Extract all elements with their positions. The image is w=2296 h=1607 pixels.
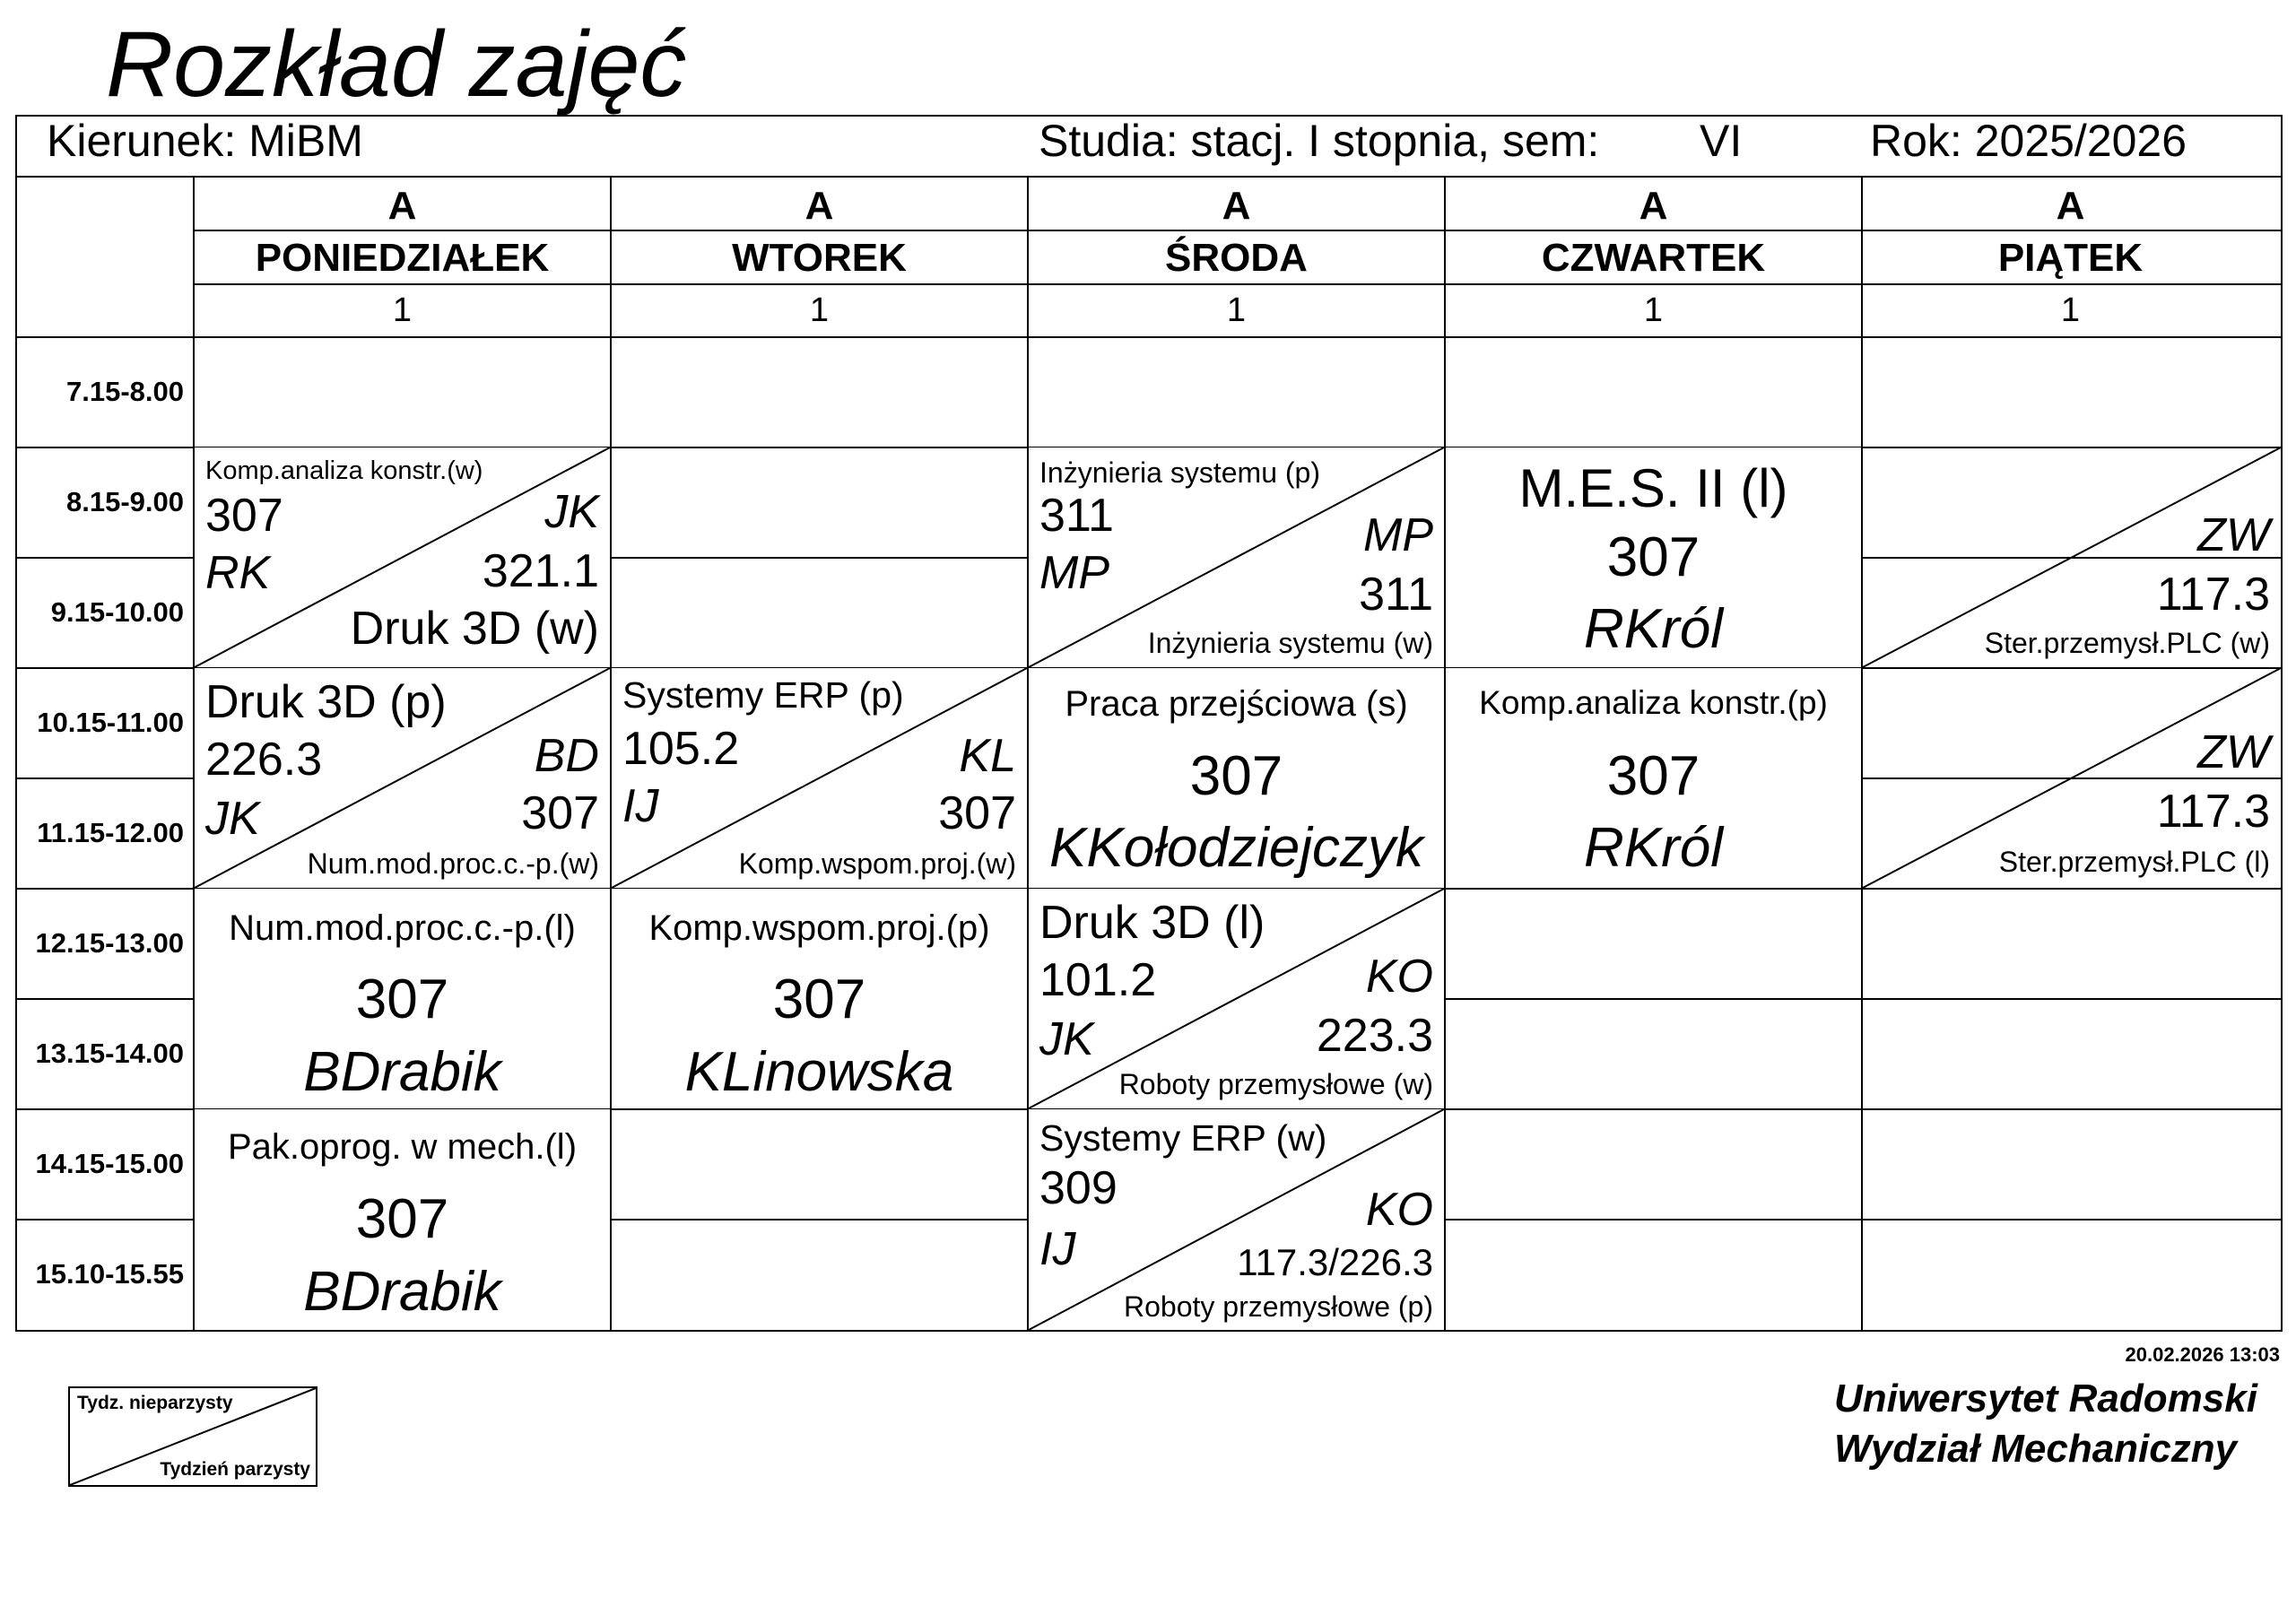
faculty-name: Wydział Mechaniczny	[1834, 1427, 2238, 1471]
class-room: 307	[1189, 745, 1283, 807]
class-block-split[interactable]	[1863, 447, 2281, 667]
class-subject: Komp.wspom.proj.(p)	[648, 908, 990, 948]
day-group: A	[1222, 184, 1251, 228]
even-week-subject: Komp.wspom.proj.(w)	[738, 847, 1016, 880]
odd-week-subject: Systemy ERP (w)	[1039, 1117, 1327, 1159]
day-group: A	[1639, 184, 1668, 228]
even-week-room: 321.1	[482, 545, 599, 597]
class-block-split[interactable]	[1029, 889, 1444, 1108]
odd-week-room: 105.2	[622, 723, 740, 775]
class-teacher: BDrabik	[303, 1041, 501, 1103]
day-sub: 1	[1226, 291, 1247, 329]
even-week-teacher: JK	[1039, 1013, 1094, 1065]
time-slot: 12.15-13.00	[35, 927, 184, 959]
legend-odd-week: Tydz. nieparzysty	[77, 1393, 233, 1413]
legend-even-week: Tydzień parzysty	[160, 1459, 310, 1480]
even-week-teacher: RK	[205, 547, 271, 599]
day-group: A	[387, 184, 417, 228]
kierunek-label: Kierunek: MiBM	[47, 116, 363, 166]
class-subject: M.E.S. II (l)	[1518, 458, 1788, 518]
class-teacher: RKról	[1583, 598, 1724, 660]
day-name: WTOREK	[732, 236, 907, 280]
class-room: 307	[1606, 745, 1700, 807]
class-block[interactable]	[195, 889, 610, 1108]
odd-week-teacher: BD	[534, 730, 599, 782]
even-week-subject: Roboty przemysłowe (p)	[1124, 1290, 1433, 1323]
even-week-teacher: ZW	[2197, 726, 2270, 778]
even-week-teacher: JK	[205, 793, 260, 845]
even-week-subject: Inżynieria systemu (w)	[1147, 627, 1433, 659]
day-name: PONIEDZIAŁEK	[255, 236, 550, 280]
even-week-subject: Num.mod.proc.c.-p.(w)	[307, 847, 599, 880]
class-block[interactable]	[1446, 447, 1861, 667]
odd-week-subject: Komp.analiza konstr.(w)	[205, 456, 483, 485]
even-week-teacher: IJ	[622, 780, 659, 832]
odd-week-room: 101.2	[1039, 954, 1157, 1006]
even-week-room: 307	[938, 787, 1016, 839]
class-subject: Num.mod.proc.c.-p.(l)	[229, 908, 576, 948]
even-week-room: 223.3	[1316, 1010, 1433, 1062]
day-sub: 1	[809, 291, 830, 329]
even-week-subject: Ster.przemysł.PLC (w)	[1984, 627, 2270, 659]
class-teacher: KLinowska	[684, 1041, 954, 1103]
class-room: 307	[772, 969, 866, 1030]
class-block-split[interactable]	[1029, 447, 1444, 667]
odd-week-teacher: KO	[1365, 951, 1433, 1003]
class-block-split[interactable]	[612, 668, 1027, 888]
time-slot: 14.15-15.00	[35, 1148, 184, 1179]
time-slot: 7.15-8.00	[66, 376, 184, 407]
even-week-subject: Druk 3D (w)	[350, 603, 599, 655]
day-group: A	[2056, 184, 2085, 228]
class-block[interactable]	[195, 1109, 610, 1330]
odd-week-subject: Systemy ERP (p)	[622, 674, 904, 716]
even-week-teacher: MP	[1039, 547, 1109, 599]
even-week-teacher: ZW	[2197, 509, 2270, 561]
class-block-split[interactable]	[1029, 1109, 1444, 1330]
day-name: ŚRODA	[1165, 236, 1308, 280]
class-subject: Komp.analiza konstr.(p)	[1479, 684, 1828, 721]
time-slot: 8.15-9.00	[66, 486, 184, 517]
odd-week-teacher: KL	[959, 730, 1016, 782]
class-room: 307	[1606, 526, 1700, 588]
class-block-split[interactable]	[195, 668, 610, 888]
class-block[interactable]	[612, 889, 1027, 1108]
class-subject: Praca przejściowa (s)	[1065, 684, 1408, 724]
time-slot: 13.15-14.00	[35, 1038, 184, 1069]
day-name: PIĄTEK	[1997, 236, 2144, 280]
class-room: 307	[355, 1188, 449, 1250]
odd-week-room: 309	[1039, 1162, 1118, 1214]
even-week-room: 117.3/226.3	[1237, 1241, 1433, 1283]
day-sub: 1	[2060, 291, 2081, 329]
time-slot: 15.10-15.55	[35, 1258, 184, 1290]
class-block-split[interactable]	[1863, 668, 2281, 888]
class-teacher: RKról	[1583, 817, 1724, 879]
day-sub: 1	[1643, 291, 1664, 329]
even-week-room: 307	[521, 787, 599, 839]
even-week-subject: Roboty przemysłowe (w)	[1118, 1068, 1433, 1100]
time-slot: 11.15-12.00	[37, 817, 184, 848]
timestamp: 20.02.2026 13:03	[2125, 1343, 2280, 1366]
class-block[interactable]	[1029, 668, 1444, 888]
odd-week-room: 226.3	[205, 734, 323, 786]
day-sub: 1	[392, 291, 413, 329]
class-subject: Pak.oprog. w mech.(l)	[227, 1127, 578, 1167]
semester-value: VI	[1700, 116, 1743, 166]
day-name: CZWARTEK	[1541, 236, 1766, 280]
grid-line	[15, 336, 2283, 338]
time-slot: 9.15-10.00	[50, 596, 184, 628]
studia-label: Studia: stacj. I stopnia, sem:	[1039, 116, 1600, 166]
odd-week-subject: Druk 3D (l)	[1039, 897, 1265, 949]
odd-week-teacher: MP	[1363, 509, 1433, 561]
day-group: A	[804, 184, 834, 228]
odd-week-room: 311	[1039, 490, 1114, 542]
class-room: 307	[355, 969, 449, 1030]
class-teacher: KKołodziejczyk	[1049, 817, 1423, 879]
odd-week-room: 307	[205, 490, 283, 542]
even-week-teacher: IJ	[1039, 1223, 1076, 1275]
week-legend	[68, 1386, 317, 1487]
even-week-room: 117.3	[2156, 569, 2270, 621]
even-week-room: 117.3	[2156, 786, 2270, 838]
university-name: Uniwersytet Radomski	[1834, 1377, 2257, 1420]
odd-week-subject: Inżynieria systemu (p)	[1039, 456, 1320, 489]
class-block-split[interactable]	[195, 447, 610, 667]
class-teacher: BDrabik	[303, 1261, 501, 1323]
rok-label: Rok: 2025/2026	[1870, 116, 2187, 166]
grid-line	[194, 230, 2283, 231]
grid-line	[194, 283, 2283, 285]
time-slot: 10.15-11.00	[37, 707, 184, 738]
odd-week-teacher: JK	[544, 486, 599, 538]
even-week-subject: Ster.przemysł.PLC (l)	[1998, 846, 2270, 878]
grid-line	[15, 176, 2283, 178]
even-week-room: 311	[1359, 569, 1433, 621]
class-block[interactable]	[1446, 668, 1861, 888]
page-title: Rozkład zajęć	[106, 13, 687, 117]
odd-week-teacher: KO	[1365, 1184, 1433, 1236]
odd-week-subject: Druk 3D (p)	[205, 676, 447, 728]
